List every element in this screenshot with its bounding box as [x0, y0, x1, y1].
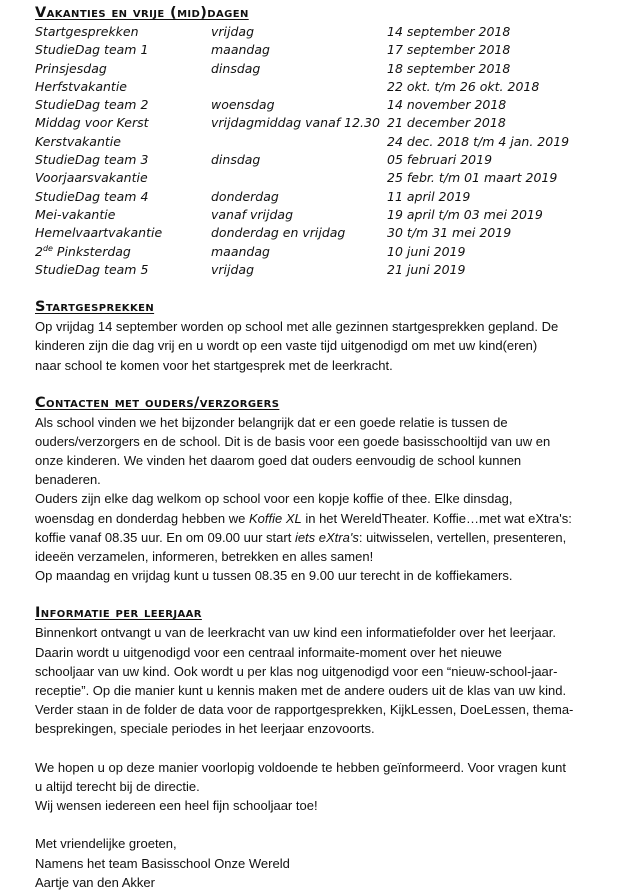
paragraph-line: Als school vinden we het bijzonder belangrijk dat er een goede relatie is tussen de [35, 414, 508, 430]
schedule-event: StudieDag team 3 [35, 152, 149, 168]
schedule-day [211, 133, 387, 151]
paragraph-line: naar school te komen voor het startgesprek met de leerkracht. [35, 357, 393, 373]
startgesprekken-heading: Startgesprekken [35, 299, 155, 316]
paragraph-line: u altijd terecht bij de directie. [35, 778, 200, 794]
schedule-event: Kerstvakantie [35, 133, 121, 149]
schedule-date: 21 juni 2019 [387, 261, 466, 277]
schedule-event: Prinsjesdag [35, 60, 107, 76]
schedule-day: vrijdagmiddag vanaf 12.30 [211, 115, 380, 131]
schedule-day: donderdag en vrijdag [211, 225, 346, 241]
vakanties-heading: Vakanties en vrije (mid)dagen [35, 5, 249, 21]
schedule-date: 18 september 2018 [387, 60, 511, 76]
schedule-day: vanaf vrijdag [211, 206, 294, 222]
contacten-paragraph [35, 413, 630, 586]
paragraph-line: kinderen zijn die dag vrij en u wordt op een vaste tijd uitgenodigd om met uw kind(eren) [35, 338, 538, 354]
schedule-row [35, 41, 627, 59]
closing-paragraph [35, 758, 630, 816]
schedule-event: Hemelvaartvakantie [35, 225, 163, 241]
schedule-date: 10 juni 2019 [387, 243, 466, 259]
paragraph-line: besprekingen, speciale periodes in het leerjaar enzovoorts. [35, 721, 375, 737]
informatie-paragraph [35, 623, 630, 738]
schedule-row [35, 243, 627, 261]
paragraph-line: ouders/verzorgers en de school. Dit is de basis voor een goede basisschooltijd van uw en [35, 433, 551, 449]
letter-page [35, 4, 630, 892]
schedule-day: dinsdag [211, 152, 261, 168]
paragraph-line: Op vrijdag 14 september worden op school met alle gezinnen startgesprekken gepland. De [35, 319, 559, 335]
schedule-event: StudieDag team 4 [35, 188, 149, 204]
schedule-date: 05 februari 2019 [387, 152, 493, 168]
schedule-date: 30 t/m 31 mei 2019 [387, 225, 512, 241]
schedule-date: 25 febr. t/m 01 maart 2019 [387, 170, 558, 186]
signature-name: Aartje van den Akker [35, 874, 155, 890]
schedule-day: maandag [211, 42, 270, 58]
schedule-date: 24 dec. 2018 t/m 4 jan. 2019 [387, 133, 570, 149]
text-run: woensdag en donderdag hebben we [35, 510, 249, 526]
signature-block [35, 834, 630, 892]
schedule-row [35, 261, 627, 279]
schedule-event: Herfstvakantie [35, 78, 127, 94]
paragraph-line: receptie”. Op die manier kunt u kennis maken met de andere ouders uit de klas van uw kind. [35, 682, 567, 698]
schedule-event [35, 243, 211, 261]
schedule-row [35, 133, 627, 151]
paragraph-line: benaderen. [35, 472, 101, 488]
schedule-row [35, 96, 627, 114]
contacten-heading: Contacten met ouders/verzorgers [35, 394, 280, 411]
schedule-date: 22 okt. t/m 26 okt. 2018 [387, 78, 540, 94]
paragraph-line: Ouders zijn elke dag welkom op school voor een kopje koffie of thee. Elke dinsdag, [35, 491, 513, 507]
schedule-row [35, 60, 627, 78]
schedule-event: Middag voor Kerst [35, 115, 149, 131]
paragraph-line: onze kinderen. We vinden het daarom goed dat ouders eenvoudig de school kunnen [35, 453, 522, 469]
schedule-row [35, 114, 627, 132]
schedule-day: vrijdag [211, 261, 255, 277]
event-number: 2 [35, 243, 43, 259]
paragraph-line: ideeën verzamelen, informeren, betrekken en alles samen! [35, 549, 374, 565]
schedule-day: woensdag [211, 97, 275, 113]
paragraph-line: Daarin wordt u uitgenodigd voor een centraal informaite-moment over het nieuwe [35, 644, 502, 660]
schedule-date: 17 september 2018 [387, 42, 511, 58]
paragraph-line: Binnenkort ontvangt u van de leerkracht van uw kind een informatiefolder over het leerjaar. [35, 625, 557, 641]
signature-greeting: Met vriendelijke groeten, [35, 836, 177, 852]
paragraph-line: Wij wensen iedereen een heel fijn schooljaar toe! [35, 798, 318, 814]
schedule-day: vrijdag [211, 24, 255, 39]
schedule-row [35, 23, 627, 41]
signature-team: Namens het team Basisschool Onze Wereld [35, 855, 290, 871]
schedule-day [211, 78, 387, 96]
schedule-row [35, 169, 627, 187]
schedule-event: StudieDag team 1 [35, 42, 149, 58]
schedule-event: StudieDag team 5 [35, 261, 149, 277]
startgesprekken-paragraph [35, 317, 630, 375]
schedule-day [211, 169, 387, 187]
schedule-date: 14 november 2018 [387, 97, 507, 113]
koffie-xl-italic: Koffie XL [248, 510, 302, 526]
schedule-event: StudieDag team 2 [35, 97, 149, 113]
iets-extras-italic: iets eXtra's [294, 529, 359, 545]
informatie-heading: Informatie per leerjaar [35, 605, 202, 622]
paragraph-line: We hopen u op deze manier voorlopig voldoende te hebben geïnformeerd. Voor vragen kunt [35, 759, 566, 775]
schedule-row [35, 78, 627, 96]
schedule-event: Voorjaarsvakantie [35, 170, 148, 186]
paragraph-line [35, 528, 630, 547]
schedule-date: 19 april t/m 03 mei 2019 [387, 206, 543, 222]
paragraph-line [35, 509, 630, 528]
paragraph-line: Verder staan in de folder de data voor de rapportgesprekken, KijkLessen, DoeLessen, thema- [35, 702, 574, 718]
event-text: Pinksterdag [52, 243, 131, 259]
text-run: in het WereldTheater. Koffie…met wat eXtra's: [301, 510, 572, 526]
event-ordinal-suffix: de [42, 243, 53, 253]
schedule-event: Startgesprekken [35, 24, 139, 39]
text-run: koffie vanaf 08.35 uur. En om 09.00 uur start [35, 529, 295, 545]
schedule-event: Mei-vakantie [35, 206, 116, 222]
schedule-row [35, 188, 627, 206]
schedule-date: 21 december 2018 [387, 115, 506, 131]
vakanties-table [35, 23, 627, 279]
schedule-row [35, 206, 627, 224]
schedule-day: maandag [211, 243, 270, 259]
paragraph-line: Op maandag en vrijdag kunt u tussen 08.35 en 9.00 uur terecht in de koffiekamers. [35, 568, 513, 584]
text-run: : uitwisselen, vertellen, presenteren, [358, 529, 567, 545]
schedule-day: dinsdag [211, 60, 261, 76]
schedule-row [35, 151, 627, 169]
schedule-row [35, 224, 627, 242]
schedule-date: 14 september 2018 [387, 24, 511, 39]
schedule-date: 11 april 2019 [387, 188, 471, 204]
schedule-day: donderdag [211, 188, 279, 204]
paragraph-line: schooljaar van uw kind. Ook wordt u per klas nog uitgenodigd voor een “nieuw-school-jaar- [35, 663, 558, 679]
